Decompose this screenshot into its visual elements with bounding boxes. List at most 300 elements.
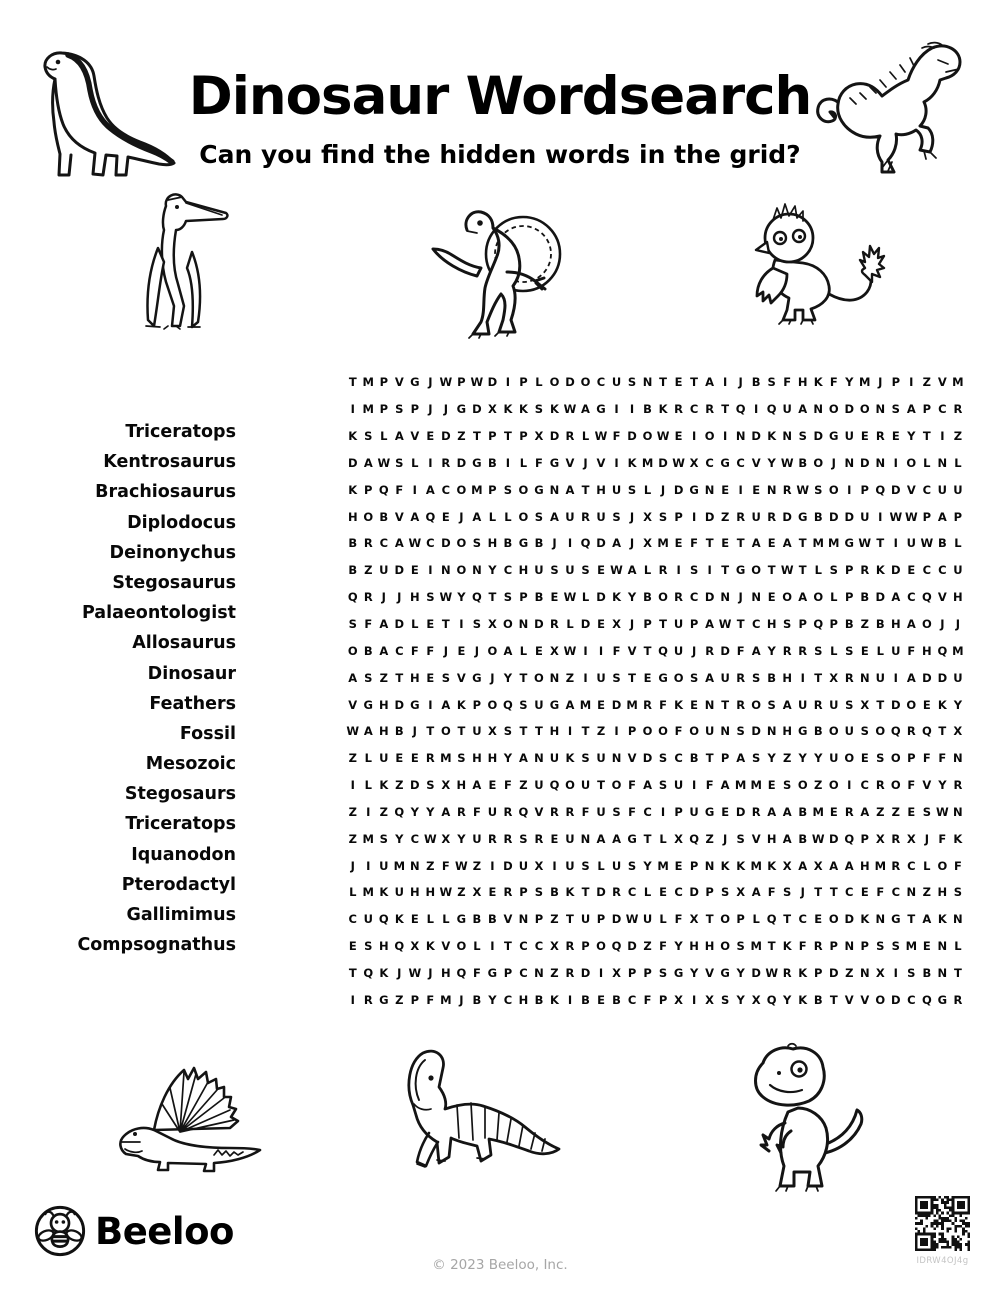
grid-letter: C [395, 643, 404, 658]
grid-letter: U [844, 429, 854, 444]
grid-letter: W [455, 858, 468, 873]
grid-letter: F [705, 778, 714, 793]
grid-letter: F [907, 778, 916, 793]
grid-letter: A [394, 429, 404, 444]
grid-letter: E [922, 697, 931, 712]
grid-letter: G [410, 375, 420, 390]
grid-letter: C [845, 885, 854, 900]
grid-letter: N [782, 429, 792, 444]
grid-letter: G [472, 455, 482, 470]
grid-letter: H [487, 751, 498, 766]
grid-letter: S [612, 670, 621, 685]
grid-letter: R [875, 778, 885, 793]
grid-letter: M [579, 697, 592, 712]
grid-letter: J [629, 509, 635, 524]
grid-letter: Y [767, 643, 776, 658]
grid-letter: S [798, 429, 807, 444]
grid-letter: J [878, 375, 883, 390]
grid-letter: Y [736, 992, 745, 1007]
grid-letter: S [845, 697, 854, 712]
grid-letter: W [780, 455, 794, 470]
grid-letter: O [534, 670, 544, 685]
grid-letter: F [395, 482, 404, 497]
grid-letter: A [751, 885, 761, 900]
grid-letter: S [581, 858, 590, 873]
grid-letter: U [596, 804, 606, 819]
grid-letter: M [734, 778, 747, 793]
grid-letter: N [813, 402, 824, 417]
grid-letter: U [596, 509, 606, 524]
grid-letter: S [426, 590, 435, 605]
grid-letter: S [783, 778, 792, 793]
grid-letter: P [519, 590, 528, 605]
grid-letter: C [534, 939, 544, 954]
grid-letter: D [751, 965, 761, 980]
grid-letter: H [425, 885, 436, 900]
grid-letter: R [953, 992, 963, 1007]
grid-letter: J [691, 643, 697, 658]
grid-letter: I [428, 697, 433, 712]
grid-letter: X [875, 965, 885, 980]
grid-letter: A [922, 912, 932, 927]
grid-letter: G [658, 670, 668, 685]
grid-letter: A [860, 804, 870, 819]
grid-letter: Q [518, 804, 529, 819]
grid-letter: N [766, 724, 777, 739]
grid-letter: K [767, 858, 777, 873]
grid-letter: O [782, 590, 793, 605]
grid-letter: M [657, 536, 669, 551]
grid-letter: A [627, 563, 637, 578]
word-list-item: Deinonychus [109, 542, 236, 563]
grid-letter: I [567, 536, 573, 551]
grid-letter: J [831, 455, 836, 470]
grid-letter: N [844, 939, 855, 954]
grid-letter: M [812, 804, 824, 819]
grid-letter: L [876, 643, 884, 658]
grid-letter: Z [519, 778, 528, 793]
grid-letter: E [426, 670, 435, 685]
grid-letter: V [503, 912, 513, 927]
copyright-text: © 2023 Beeloo, Inc. [432, 1257, 568, 1273]
grid-letter: W [408, 965, 422, 980]
grid-letter: P [953, 509, 963, 524]
grid-row [345, 745, 966, 772]
grid-letter: G [627, 831, 637, 846]
grid-letter: L [814, 563, 822, 578]
word-list-item: Kentrosaurus [103, 452, 236, 473]
grid-letter: P [519, 885, 528, 900]
grid-letter: D [689, 885, 699, 900]
grid-letter: A [441, 697, 451, 712]
grid-letter: V [906, 482, 916, 497]
grid-letter: F [503, 778, 512, 793]
grid-letter: C [379, 536, 389, 551]
grid-letter: Q [937, 643, 948, 658]
grid-letter: I [428, 455, 433, 470]
grid-letter: J [428, 402, 433, 417]
grid-letter: A [410, 509, 420, 524]
grid-letter: B [488, 455, 497, 470]
grid-letter: Q [921, 724, 932, 739]
grid-letter: I [660, 804, 666, 819]
grid-letter: F [907, 643, 916, 658]
grid-letter: I [707, 563, 712, 578]
grid-letter: P [627, 965, 637, 980]
grid-letter: P [674, 509, 683, 524]
grid-letter: D [937, 670, 948, 685]
grid-letter: Y [674, 939, 683, 954]
word-list-item: Triceratops [125, 814, 236, 835]
grid-letter: E [441, 509, 450, 524]
grid-letter: I [722, 375, 728, 390]
grid-letter: P [922, 509, 932, 524]
grid-letter: U [580, 778, 591, 793]
grid-letter: O [596, 939, 606, 954]
grid-letter: V [860, 992, 870, 1007]
beeloo-brand-text: Beeloo [95, 1210, 234, 1253]
grid-letter: J [474, 643, 480, 658]
grid-letter: C [736, 455, 745, 470]
grid-letter: X [689, 455, 699, 470]
grid-letter: T [659, 617, 667, 632]
grid-letter: M [440, 751, 452, 766]
grid-letter: G [673, 965, 684, 980]
grid-letter: O [828, 482, 839, 497]
grid-letter: Z [348, 751, 357, 766]
grid-letter: K [379, 965, 389, 980]
grid-letter: H [378, 724, 389, 739]
grid-row [345, 825, 966, 852]
grid-letter: Y [736, 965, 745, 980]
word-list-item: Stegosaurus [112, 572, 236, 593]
grid-letter: H [518, 992, 529, 1007]
grid-letter: U [953, 563, 963, 578]
grid-letter: B [581, 992, 590, 1007]
grid-letter: B [503, 536, 513, 551]
grid-letter: D [487, 375, 498, 390]
grid-letter: S [550, 563, 559, 578]
grid-letter: P [457, 375, 466, 390]
grid-letter: X [906, 831, 916, 846]
grid-letter: Y [488, 992, 497, 1007]
grid-letter: Y [643, 858, 652, 873]
grid-letter: N [518, 617, 529, 632]
grid-letter: B [798, 804, 808, 819]
grid-letter: G [549, 697, 560, 712]
grid-letter: X [612, 617, 621, 632]
grid-letter: V [937, 590, 947, 605]
tyrannosaurus-icon [728, 1040, 870, 1197]
grid-letter: B [798, 831, 808, 846]
grid-letter: X [705, 992, 715, 1007]
grid-letter: X [441, 778, 451, 793]
grid-letter: G [829, 429, 839, 444]
grid-letter: C [907, 590, 916, 605]
grid-letter: F [783, 375, 792, 390]
grid-letter: F [612, 429, 621, 444]
grid-row [345, 637, 966, 664]
grid-letter: P [488, 429, 497, 444]
grid-letter: R [503, 831, 513, 846]
grid-letter: Y [503, 670, 513, 685]
grid-letter: A [751, 536, 761, 551]
grid-letter: D [735, 804, 746, 819]
grid-letter: I [847, 482, 852, 497]
grid-letter: B [363, 643, 373, 658]
grid-letter: O [890, 778, 901, 793]
grid-letter: Q [611, 939, 622, 954]
grid-letter: T [426, 724, 435, 739]
grid-letter: K [875, 563, 885, 578]
grid-letter: P [488, 482, 497, 497]
grid-letter: Z [379, 804, 388, 819]
grid-letter: C [689, 590, 699, 605]
grid-letter: E [659, 885, 667, 900]
grid-letter: X [860, 697, 870, 712]
grid-letter: D [394, 617, 405, 632]
grid-letter: V [627, 643, 637, 658]
grid-letter: L [566, 617, 574, 632]
grid-letter: O [549, 375, 560, 390]
grid-letter: D [441, 429, 451, 444]
grid-letter: G [704, 804, 715, 819]
grid-letter: L [581, 590, 590, 605]
grid-letter: H [689, 939, 699, 954]
grid-letter: O [658, 590, 668, 605]
beeloo-bee-icon [33, 1204, 87, 1258]
grid-letter: T [581, 885, 590, 900]
grid-letter: H [766, 617, 777, 632]
grid-letter: P [922, 402, 932, 417]
grid-letter: M [859, 375, 871, 390]
grid-letter: U [518, 858, 529, 873]
grid-letter: P [643, 617, 652, 632]
grid-letter: I [598, 965, 604, 980]
grid-letter: K [627, 455, 637, 470]
grid-letter: A [394, 536, 404, 551]
grid-letter: P [907, 751, 916, 766]
grid-letter: B [860, 590, 870, 605]
grid-letter: H [487, 536, 498, 551]
grid-letter: T [535, 724, 543, 739]
grid-letter: D [782, 509, 792, 524]
grid-letter: S [720, 992, 730, 1007]
grid-row [345, 423, 966, 450]
grid-letter: Y [907, 429, 916, 444]
grid-row [345, 503, 966, 530]
grid-letter: J [552, 536, 557, 551]
grid-letter: A [798, 590, 808, 605]
grid-letter: R [844, 670, 854, 685]
grid-letter: L [752, 912, 760, 927]
grid-letter: G [735, 563, 746, 578]
grid-letter: G [487, 965, 498, 980]
grid-letter: R [441, 455, 451, 470]
grid-letter: C [938, 402, 947, 417]
grid-letter: F [426, 643, 435, 658]
grid-letter: V [456, 670, 466, 685]
grid-letter: K [565, 751, 575, 766]
grid-letter: T [767, 939, 776, 954]
grid-letter: H [441, 965, 451, 980]
grid-letter: Y [457, 831, 466, 846]
grid-letter: F [690, 536, 699, 551]
grid-letter: B [922, 965, 932, 980]
grid-letter: G [891, 912, 901, 927]
grid-letter: N [937, 965, 948, 980]
grid-letter: U [906, 536, 916, 551]
grid-letter: F [953, 858, 962, 873]
grid-letter: B [534, 590, 544, 605]
grid-letter: A [736, 751, 746, 766]
grid-letter: G [797, 724, 808, 739]
grid-letter: K [798, 965, 808, 980]
grid-letter: J [428, 375, 433, 390]
grid-letter: A [612, 831, 621, 846]
grid-letter: H [782, 670, 792, 685]
grid-letter: Z [472, 858, 482, 873]
grid-letter: Z [565, 670, 575, 685]
grid-letter: U [891, 643, 901, 658]
grid-letter: D [922, 670, 932, 685]
grid-letter: R [565, 939, 575, 954]
grid-letter: S [472, 617, 482, 632]
brachiosaurus-icon [28, 48, 176, 181]
grid-letter: T [783, 912, 792, 927]
grid-letter: Y [814, 751, 823, 766]
grid-letter: V [844, 992, 854, 1007]
grid-letter: T [519, 724, 528, 739]
grid-row [345, 852, 966, 879]
grid-letter: E [721, 482, 730, 497]
grid-letter: R [736, 697, 746, 712]
word-list-item: Allosaurus [132, 633, 236, 654]
grid-letter: E [767, 778, 776, 793]
grid-letter: N [875, 912, 886, 927]
grid-letter: S [845, 643, 854, 658]
grid-letter: X [953, 724, 963, 739]
grid-letter: R [550, 804, 559, 819]
grid-letter: O [828, 724, 839, 739]
grid-letter: N [937, 455, 948, 470]
grid-letter: I [691, 778, 697, 793]
grid-letter: E [410, 751, 419, 766]
grid-letter: W [610, 563, 623, 578]
grid-letter: E [550, 831, 559, 846]
grid-letter: D [860, 455, 870, 470]
grid-letter: W [718, 617, 732, 632]
grid-letter: B [534, 536, 544, 551]
grid-letter: C [441, 482, 451, 497]
grid-letter: O [906, 697, 917, 712]
grid-letter: T [907, 912, 916, 927]
grid-letter: G [518, 536, 529, 551]
grid-letter: S [907, 965, 916, 980]
grid-letter: E [860, 429, 869, 444]
grid-letter: S [472, 536, 482, 551]
grid-row [345, 986, 966, 1013]
grid-letter: Y [689, 965, 699, 980]
grid-letter: D [875, 590, 886, 605]
grid-letter: Q [347, 590, 358, 605]
word-list-item: Fossil [179, 723, 236, 744]
grid-letter: R [643, 697, 652, 712]
grid-letter: F [426, 992, 435, 1007]
grid-letter: D [813, 429, 823, 444]
grid-letter: P [829, 617, 838, 632]
grid-letter: Q [735, 402, 746, 417]
grid-letter: T [457, 724, 466, 739]
grid-letter: S [658, 751, 668, 766]
grid-letter: A [891, 590, 901, 605]
grid-letter: I [567, 992, 573, 1007]
grid-letter: U [829, 697, 839, 712]
grid-letter: R [363, 590, 373, 605]
grid-letter: D [534, 617, 544, 632]
grid-letter: P [705, 885, 714, 900]
grid-letter: K [379, 885, 389, 900]
grid-letter: S [395, 402, 404, 417]
grid-letter: N [937, 939, 948, 954]
grid-letter: F [612, 643, 621, 658]
grid-letter: D [704, 590, 715, 605]
grid-letter: S [767, 697, 776, 712]
grid-letter: J [738, 590, 743, 605]
grid-letter: P [674, 804, 683, 819]
grid-letter: A [581, 402, 590, 417]
grid-letter: O [518, 482, 529, 497]
grid-letter: X [875, 831, 885, 846]
grid-row [345, 691, 966, 718]
grid-letter: H [859, 858, 870, 873]
grid-letter: B [767, 670, 777, 685]
grid-letter: T [395, 670, 404, 685]
grid-letter: P [410, 402, 420, 417]
grid-letter: F [876, 885, 885, 900]
grid-letter: Q [549, 778, 560, 793]
grid-letter: H [472, 751, 482, 766]
grid-letter: A [379, 643, 389, 658]
grid-letter: D [347, 455, 358, 470]
grid-letter: M [393, 858, 406, 873]
grid-letter: J [583, 455, 588, 470]
grid-letter: S [503, 724, 513, 739]
grid-row [345, 476, 966, 503]
grid-letter: L [473, 939, 481, 954]
grid-letter: D [658, 455, 668, 470]
grid-letter: E [891, 429, 900, 444]
grid-letter: F [736, 643, 745, 658]
grid-letter: M [440, 992, 452, 1007]
grid-letter: S [627, 375, 637, 390]
grid-letter: A [472, 778, 482, 793]
grid-letter: T [581, 724, 590, 739]
grid-letter: U [829, 751, 839, 766]
grid-row [345, 960, 966, 987]
grid-letter: M [362, 375, 374, 390]
grid-letter: E [410, 912, 419, 927]
grid-letter: I [893, 455, 898, 470]
grid-letter: Y [767, 455, 776, 470]
grid-letter: F [410, 643, 419, 658]
grid-letter: G [456, 402, 467, 417]
grid-letter: Z [922, 375, 931, 390]
grid-letter: G [596, 402, 606, 417]
grid-letter: I [893, 670, 898, 685]
grid-letter: I [583, 670, 588, 685]
grid-letter: Y [783, 992, 792, 1007]
